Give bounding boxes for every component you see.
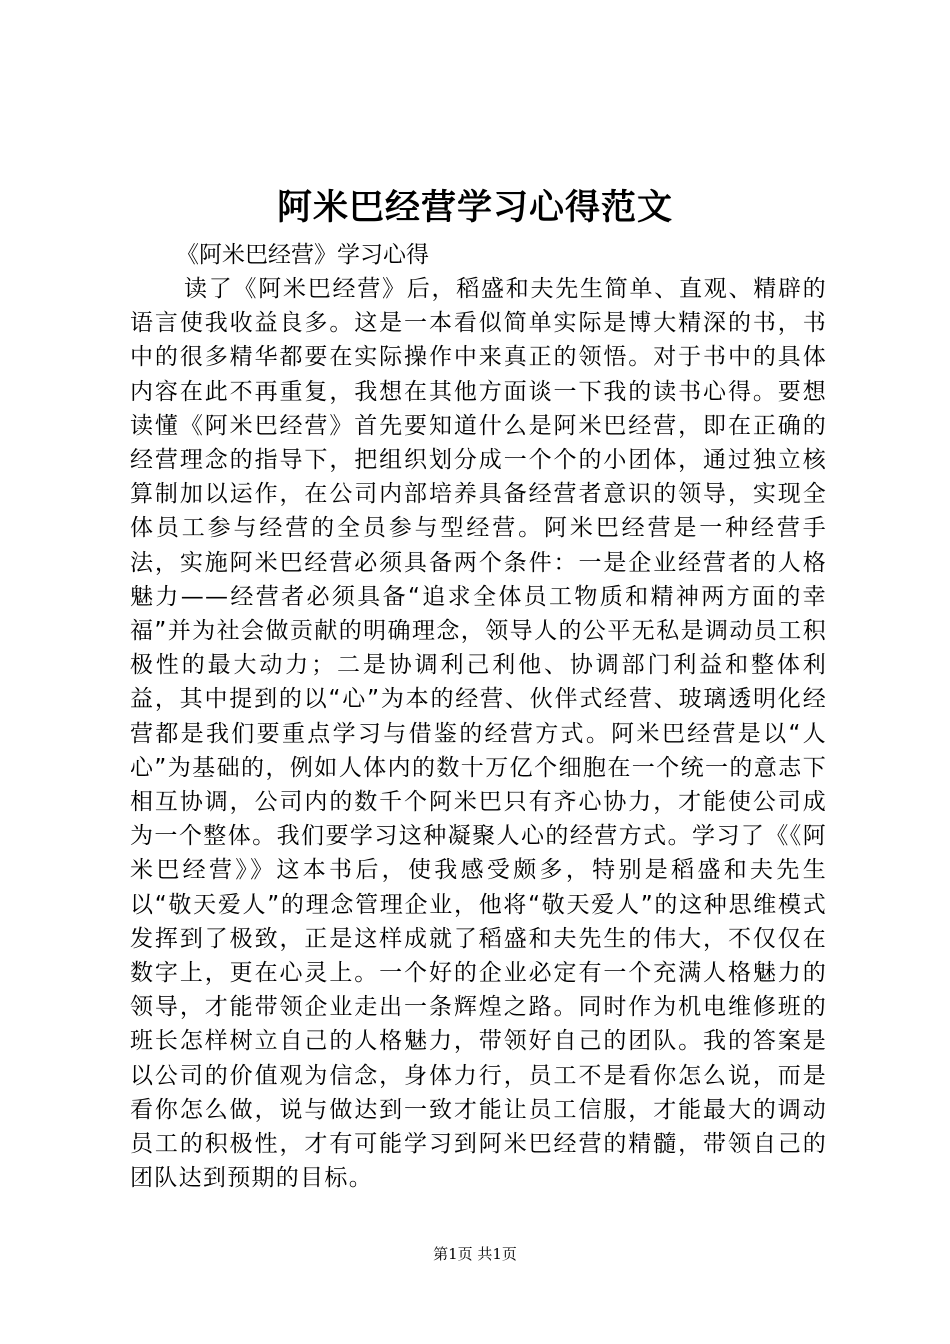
document-subtitle: 《阿米巴经营》学习心得 (176, 242, 429, 268)
document-title: 阿米巴经营学习心得范文 (276, 187, 673, 228)
body-paragraph: 读了《阿米巴经营》后，稻盛和夫先生简单、直观、精辟的语言使我收益良多。这是一本看似简单实际是博大精深的书，书中的很多精华都要在实际操作中来真正的领悟。对于书中的具体内容在此不再重复，我想在其他方面谈一下我的读书心得。要想读懂《阿米巴经营》首先要知道什么是阿米巴经营，即在正确的经营理念的指导下，把组织划分成一个个的小团体，通过独立核算制加以运作，在公司内部培养具备经营者意识的领导，实现全体员工参与经营的全员参与型经营。阿米巴经营是一种经营手法，实施阿米巴经营必须具备两个条件：一是企业经营者的人格魅力——经营者必须具备“追求全体员工物质和精神两方面的幸福”并为社会做贡献的明确理念，领导人的公平无私是调动员工积极性的最大动力；二是协调利己利他、协调部门利益和整体利益，其中提到的以“心”为本的经营、伙伴式经营、玻璃透明化经营都是我们要重点学习与借鉴的经营方式。阿米巴经营是以“人心”为基础的，例如人体内的数十万亿个细胞在一个统一的意志下相互协调，公司内的数千个阿米巴只有齐心协力，才能使公司成为一个整体。我们要学习这种凝聚人心的经营方式。学习了《《阿米巴经营》》这本书后，使我感受颇多，特别是稻盛和夫先生以“敬天爱人”的理念管理企业，他将“敬天爱人”的这种思维模式发挥到了极致，正是这样成就了稻盛和夫先生的伟大，不仅仅在数字上，更在心灵上。一个好的企业必定有一个充满人格魅力的领导，才能带领企业走出一条辉煌之路。同时作为机电维修班的班长怎样树立自己的人格魅力，带领好自己的团队。我的答案是以公司的价值观为信念，身体力行，员工不是看你怎么说，而是看你怎么做，说与做达到一致才能让员工信服，才能最大的调动员工的积极性，才有可能学习到阿米巴经营的精髓，带领自己的团队达到预期的目标。 (130, 276, 827, 1192)
page-footer: 第1页 共1页 (433, 1245, 517, 1263)
